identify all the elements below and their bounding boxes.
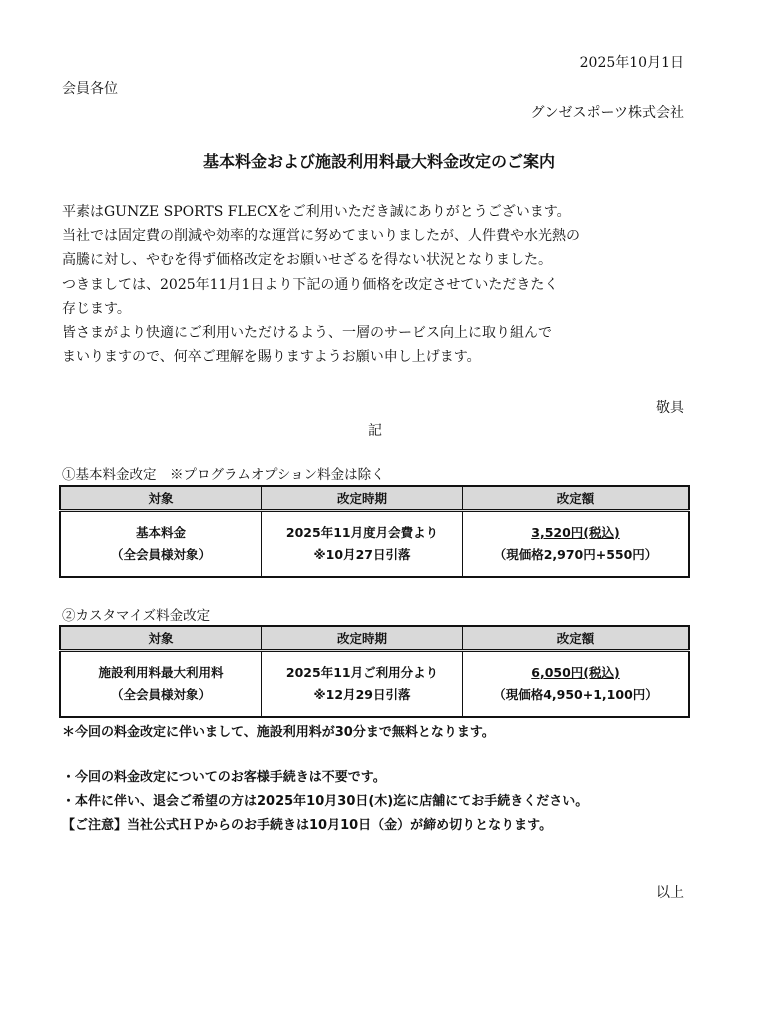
table-header-row bbox=[60, 486, 689, 511]
period-note: ※10月27日引落 bbox=[313, 547, 411, 562]
body-line: 当社では固定費の削減や効率的な運営に努めてまいりましたが、人件費や水光熱の bbox=[62, 228, 580, 245]
table-row bbox=[60, 511, 689, 578]
cell-period bbox=[262, 651, 463, 718]
body-line: つきましては、2025年11月1日より下記の通り価格を改定させていただきたく bbox=[62, 276, 559, 293]
price-breakdown: （現価格4,950+1,100円） bbox=[493, 687, 658, 702]
period-note: ※12月29日引落 bbox=[313, 687, 411, 702]
note-no-procedure: ・今回の料金改定についてのお客様手続きは不要です。 bbox=[62, 770, 386, 785]
section2-title: ②カスタマイズ料金改定 bbox=[62, 608, 211, 624]
target-note: （全会員様対象） bbox=[110, 547, 211, 562]
company-name: グンゼスポーツ株式会社 bbox=[530, 105, 684, 121]
basic-fee-table bbox=[59, 485, 690, 578]
period-text: 2025年11月ご利用分より bbox=[285, 665, 439, 680]
recipient: 会員各位 bbox=[62, 81, 118, 97]
closing-keigu: 敬具 bbox=[656, 400, 684, 416]
body-line: 高騰に対し、やむを得ず価格改定をお願いせざるを得ない状況となりました。 bbox=[62, 252, 552, 269]
customize-fee-table bbox=[59, 625, 690, 718]
note-caution: 【ご注意】当社公式ＨＰからのお手続きは10月10日（金）が締め切りとなります。 bbox=[62, 818, 553, 833]
header-period: 改定時期 bbox=[262, 626, 463, 651]
issue-date: 2025年10月1日 bbox=[579, 55, 684, 71]
price-breakdown: （現価格2,970円+550円） bbox=[493, 547, 658, 562]
body-line: まいりますので、何卒ご理解を賜りますようお願い申し上げます。 bbox=[62, 349, 481, 366]
cell-target bbox=[60, 511, 262, 578]
body-paragraph bbox=[62, 200, 580, 369]
table-row bbox=[60, 651, 689, 718]
target-note: （全会員様対象） bbox=[110, 687, 211, 702]
ki-heading: 記 bbox=[368, 423, 382, 439]
header-amount: 改定額 bbox=[463, 486, 690, 511]
period-text: 2025年11月度月会費より bbox=[285, 525, 439, 540]
document-title: 基本料金および施設利用料最大料金改定のご案内 bbox=[202, 152, 555, 171]
target-name: 施設利用料最大利用料 bbox=[98, 665, 224, 680]
body-line: 皆さまがより快適にご利用いただけるよう、一層のサービス向上に取り組んで bbox=[62, 325, 552, 342]
cell-amount bbox=[463, 511, 690, 578]
section1-title: ①基本料金改定 ※プログラムオプション料金は除く bbox=[62, 467, 385, 483]
new-price: 3,520円(税込) bbox=[531, 525, 620, 540]
note-cancellation: ・本件に伴い、退会ご希望の方は2025年10月30日(木)迄に店舗にてお手続きください。 bbox=[62, 794, 589, 809]
body-line: 平素はGUNZE SPORTS FLECXをご利用いただき誠にありがとうございます。 bbox=[62, 204, 571, 220]
body-line: 存じます。 bbox=[62, 300, 131, 317]
header-period: 改定時期 bbox=[262, 486, 463, 511]
header-target: 対象 bbox=[60, 486, 262, 511]
cell-period bbox=[262, 511, 463, 578]
header-amount: 改定額 bbox=[463, 626, 690, 651]
cell-target bbox=[60, 651, 262, 718]
end-ijou: 以上 bbox=[656, 885, 684, 901]
cell-amount bbox=[463, 651, 690, 718]
table-header-row bbox=[60, 626, 689, 651]
new-price: 6,050円(税込) bbox=[531, 665, 620, 680]
header-target: 対象 bbox=[60, 626, 262, 651]
note-free-30min: ＊今回の料金改定に伴いまして、施設利用料が30分まで無料となります。 bbox=[62, 725, 495, 740]
target-name: 基本料金 bbox=[135, 525, 186, 540]
